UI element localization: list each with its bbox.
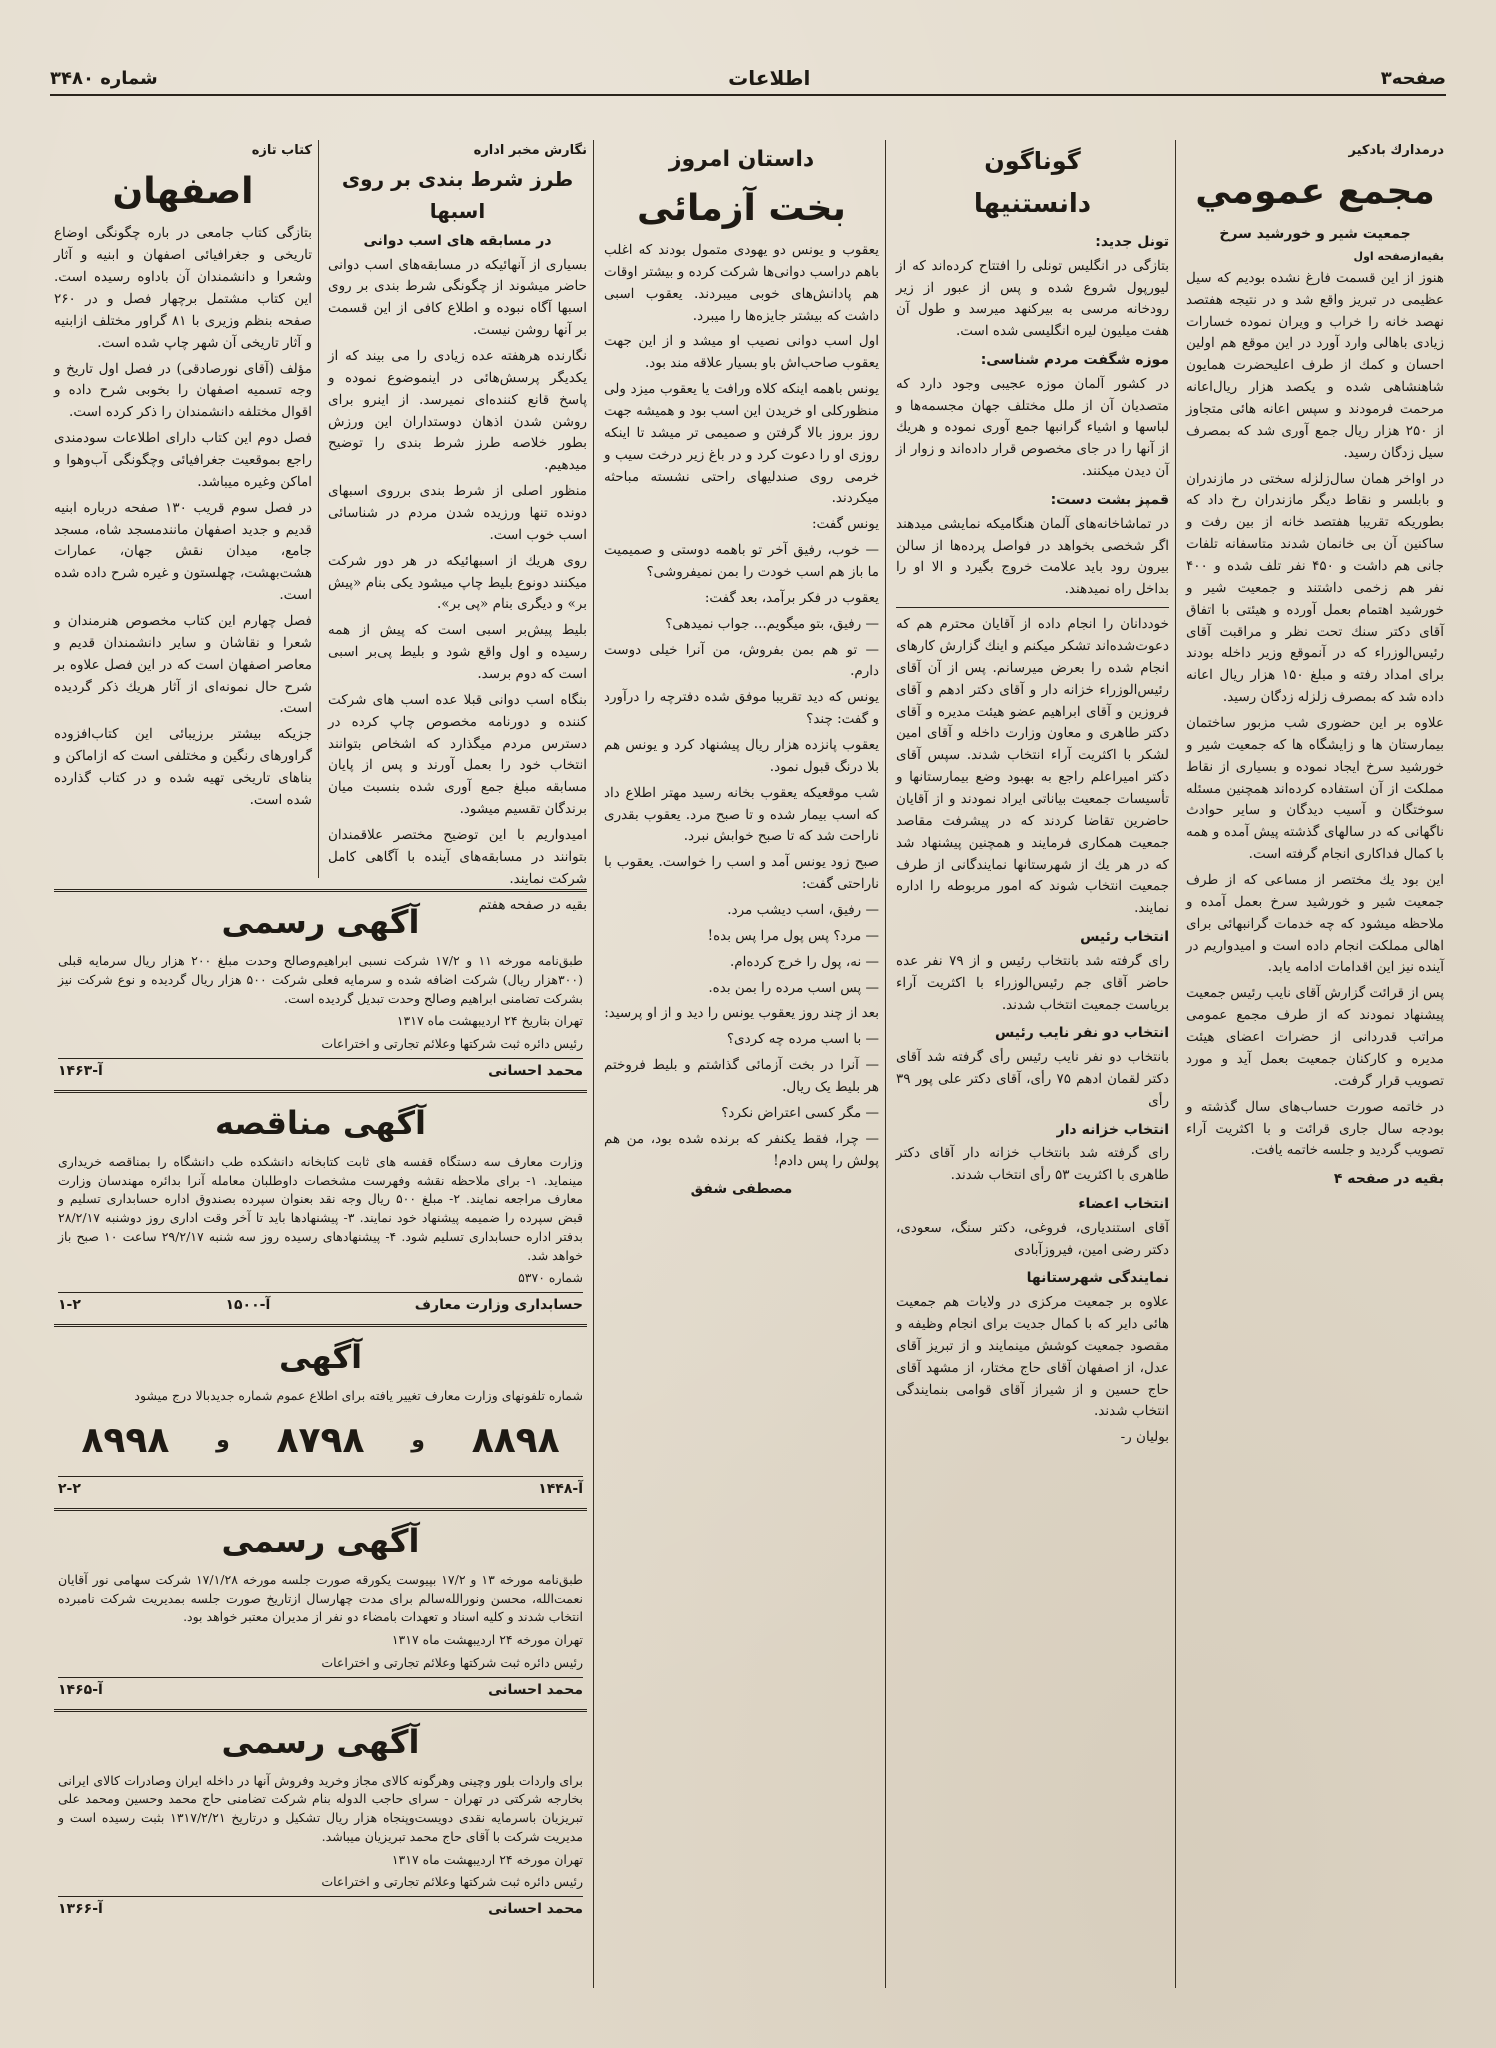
ad-signer: رئیس دائره ثبت شرکتها وعلائم تجارتی و اختراعات [321,1036,583,1051]
column-rule [593,140,594,1988]
article-title: اصفهان [112,171,254,213]
paragraph: — خوب، رفیق آخر تو باهمه دوستی و صمیمیت ما باز هم اسب خودت را بمن نمیفروشی؟ [604,542,879,580]
phone-number: ۸۸۹۸ [471,1419,560,1461]
paragraph: در فصل سوم قریب ۱۳۰ صفحه درباره ابنیه قدیم و جدید اصفهان مانندمسجد شاه، مسجد جامع، میدان نقش جهان، عمارات هشت‌بهشت، چهلستون و غیره شرح داده شده است. [54,499,313,604]
conjunction: و [411,1428,425,1454]
paragraph: علاوه بر این حضوری شب مزبور ساختمان بیمارستان ها و زایشگاه ها که جمعیت شیر و خورشید سرخ ایجاد نموده و بسیاری از نقاط مملکت از آن استفاده کرده‌اند همچنین مسئله سوختگان و آسیب دیدگان و سایر حوادث ناگهانی که در سالهای گذشته پیش آمده و همه با کمال فداکاری انجام گرفته است. [1186,715,1444,863]
paragraph: — مگر کسی اعتراض نکرد؟ [721,1104,879,1121]
paragraph: بتازگی در انگلیس تونلی را افتتاح کرده‌اند که از لیورپول شروع شده و پس از عبور از زیر رودخانه مرسی به بیرکنهد میرسد و طول آن هفت میلیون لیره انگلیسی شده است. [896,257,1169,340]
paragraph: بنگاه اسب دوانی قبلا عده اسب های شرکت کننده و دورنامه مخصوص چاپ کرده در دسترس مردم میگذارد که اشخاص بتوانند انتخاب خود را بعمل آورند و پس از پایان مسابقه مبلغ جمع آوری شده بنسبت میان برندگان تقسیم میشود. [328,691,587,818]
ad-body: برای واردات بلور وچینی وهرگونه کالای مجاز وخرید وفروش آنها در داخله ایران وصادرات کالای ایرانی بخارجه شرکتی در تهران - سرای حاجب الدوله بنام شرکت تضامنی حاج محمد وحسین ومحمد علی تبریزیان باسرمایه نقدی دویست‌وپنجاه هزار ریال تشکیل و درتاریخ ۱۳۱۷/۲/۲۱ بثبت رسیده است و مدیریت شرکت با آقای حاج محمد تبریزیان میباشد. [58,1772,584,1844]
ad-footer [58,1292,583,1316]
subheading: انتخاب خزانه دار [1056,1121,1169,1138]
section-kicker: داستان امروز [668,147,815,172]
subheading: تونل جدید: [1095,233,1169,250]
ad-footer [58,1058,583,1082]
paragraph: — نه، پول را خرج کرده‌ام. [730,953,879,970]
ad-signer-name: حسابداری وزارت معارف [414,1297,583,1313]
ad-title: آگهی رسمی [221,1722,420,1761]
paragraph: امیدواریم با این توضیح مختصر علاقمندان بتوانند در مسابقه‌های آینده با آگاهی کامل شرکت نمایند. [328,826,587,887]
subheading: نمایندگی شهرستانها [1026,1270,1169,1287]
article-subtitle: در مسابقه های اسب دوانی [363,232,552,249]
paragraph: روی هریك از اسبهائیکه در هر دور شرکت میکنند دونوع بلیط چاپ میشود یکی بنام «پیش بر» و دیگری بنام «پی بر». [328,552,587,613]
section-kicker: گوناگون [984,147,1081,175]
article-subtitle: جمعيت شير و خورشيد سرخ [1219,226,1411,243]
subheading: انتخاب رئیس [1080,929,1169,946]
paragraph: یعقوب و یونس دو یهودی متمول بودند که اغلب باهم دراسب دوانی‌ها شرکت کرده و بیشتر اوقات هم پادانش‌های خوبی میبردند. یعقوب اسبی داشت که بیشتر جایزه‌ها را میبرد. [604,241,879,324]
ad-date: تهران مورخه ۲۴ اردیبهشت ماه ۱۳۱۷ [391,1851,583,1867]
ad-tender [54,1090,587,1320]
paragraph: صبح زود یونس آمد و اسب را خواست. یعقوب با ناراحتی گفت: [604,854,879,893]
paragraph: در اواخر همان سال‌زلزله سختی در مازندران و بابلسر و نقاط دیگر مازندران رخ داد که بطوریکه تقریبا هفتصد خانه از بین رفت و ساکنین آن بی خانمان شدند متاسفانه تلفات جانی هم داشت و ۴۵۰ نفر تلف شده و ۴۰۰ نفر هم زخمی داشتند و جمعیت شیر و خورشید اهتمام بعمل آورده و هیئتی با اتفاق آقای دکتر سنك تحت نظر و مراقبت آقای رئیس‌الوزراء که در آنموقع وزیر داخله بودند برای امداد رفته و مبلغ ۱۵۰ هزار ریال اعانه داده شد که بمصرف زلزله زدگان رسید. [1186,470,1444,706]
article-title: مجمع عمومي [1195,171,1435,213]
article-lottery-story [598,140,885,1988]
ad-signer-name: محمد احسانی [488,1901,583,1917]
continued-note: بقيه‌ازصفحه اول [1353,250,1444,264]
ad-number: شماره ۵۳۷۰ [518,1270,583,1286]
paragraph: — تو هم بمن بفروش، من آنرا خیلی دوست دارم. [604,641,879,680]
article-horse-betting [322,140,593,913]
paragraph: یونس باهمه اینکه کلاه ورافت یا یعقوب میزد ولی منظورکلی او خریدن این اسب بود و همیشه جهت روز بروز بالا گرفتن و صمیمی تر میشد تا اینکه روزی او را دعوت کرد و در باغ زیر درخت سیب و خرمی روی صندلیهای راحتی نشسته مباحثه میکردند. [604,381,879,507]
paragraph: یونس گفت: [811,516,879,533]
paragraph: یعقوب در فکر برآمد، بعد گفت: [704,589,879,606]
ad-sequence: ۲-۲ [58,1480,81,1497]
paragraph: جزیکه بیشتر برزیبائی این کتاب‌افزوده گراورهای رنگین و مختلفی است که ازاماکن و بناهای تاریخی تهیه شده و در کتاب گذارده شده است. [54,726,312,808]
paragraph: پس از قرائت گزارش آقای نایب رئیس جمعیت پیشنهاد نمودند که از طرف مجمع عمومی مراتب قدردانی از حضرات اعضای هیئت مدیره و کارکنان جمعیت بعمل آید و مورد تصویب قرار گرفت. [1186,985,1444,1089]
author-signature: مصطفی شفق [690,1181,793,1198]
paragraph: — رفیق، بتو میگویم... جواب نمیدهی؟ [665,615,879,632]
ad-date: تهران مورخه ۲۴ اردیبهشت ماه ۱۳۱۷ [391,1632,583,1647]
subheading: قمپز بشت دست: [1050,492,1169,509]
paragraph: اول اسب دوانی نصیب او میشد و از این جهت یعقوب صاحب‌اش باو بسیار علاقه مند بود. [604,333,879,372]
paragraph: — رفیق، اسب دیشب مرد. [727,902,879,918]
ad-footer [58,1476,583,1500]
phone-numbers [58,1414,583,1468]
ad-title: آگهی رسمی [221,903,420,941]
ad-footer [58,1677,583,1701]
ad-signer-name: محمد احسانی [488,1681,583,1698]
paragraph: — با اسب مرده چه کردی؟ [726,1031,879,1048]
article-public-assembly [1180,140,1450,1988]
divider [896,607,1169,608]
paragraph: آقای استندیاری، فروغی، دکتر سنگ، سعودی، دکتر رضی امین، فیروزآبادی [896,1219,1169,1258]
conjunction: و [216,1428,230,1454]
article-kicker: نگارش مخبر اداره [473,143,587,158]
ad-signer: رئیس دائره ثبت شرکتها وعلائم تجارتی و اختراعات [321,1654,583,1670]
paragraph: یعقوب پانزده هزار ریال پیشنهاد کرد و یونس هم بلا درنگ قبول نمود. [604,736,879,775]
ad-footer [58,1896,583,1920]
subheading: انتخاب اعضاء [1078,1196,1169,1213]
page-number: صفحه۳ [1380,67,1446,89]
paragraph: این بود یك مختصر از مساعی که از طرف جمعیت شیر و خورشید سرخ بعمل آمده و ملاحظه میشود که چه خدمات گرانبهائی برای اهالی مملکت انجام داده است و امیدواریم در آینده نیز این اقدامات ادامه یابد. [1186,872,1444,976]
column-rule [1175,140,1176,1988]
ad-code: آ-۱۴۶۵ [58,1681,103,1698]
ad-sequence: ۱-۲ [58,1297,81,1313]
continued-footer: بقیه در صفحه ۴ [1333,1171,1444,1188]
paragraph: هنوز از این قسمت فارغ نشده بودیم که سیل عظیمی در تبریز واقع شد و در نتیجه هفتصد نهصد خانه را خراب و ویران نموده خسارات زیادی باهالی وارد آورد در این موقع هم اولین احسان و کمك از طرف اعلیحضرت همایون شاهنشاهی شده و یکصد هزار ریال‌اعانه مرحمت فرمودند و سپس اعانه هائی متجاوز از ۲۵۰ هزار ریال جمع آوری شد که بمصرف سیل زدگان رسید. [1186,269,1444,461]
ad-code: آ-۱۴۴۸ [538,1480,583,1497]
article-isfahan-book [48,140,318,878]
ad-phone-numbers [54,1324,587,1504]
ad-body: طبق‌نامه مورخه ۱۱ و ۱۷/۲ شرکت نسبی ابراهیم‌وصالح وحدت مبلغ ۲۰۰ هزار ریال سرمایه قبلی (۳۰۰هزار ریال) شرکت اضافه شده‌ و سرمایه فعلی شرکت ۵۰۰ هزار ریال گردیده و نوع شرکت نیز بشرکت تضامنی ابراهیم وصالح وحدت تبدیل گردیده است. [58,953,583,1006]
paragraph: منظور اصلی از شرط بندی برروی اسبهای دونده تنها ورزیده شدن مردم در شناسائی اسب خوب است. [328,483,587,543]
article-title: بخت آزمائی [637,187,846,229]
phone-number: ۸۹۹۸ [81,1419,170,1461]
article-kicker: کتاب تازه [251,143,312,158]
byline: بولیان ر- [1120,1429,1169,1446]
subheading: انتخاب دو نفر نایب رئیس [994,1025,1169,1042]
paragraph: بعد از چند روز یعقوب یونس را دید و از او پرسید: [604,1005,879,1022]
paragraph: فصل چهارم این کتاب مخصوص هنرمندان و شعرا و نقاشان و سایر دانشمندان قدیم و معاصر اصفهان است که در این فصل علاوه بر شرح حال نمونه‌ای از آثار هریك ذکر گردیده است. [54,612,312,717]
article-kicker: درمدارك بادكير [1348,143,1444,158]
subheading: موزه شگفت مردم شناسی: [980,352,1169,369]
ad-signer-name: محمد احسانی [488,1062,583,1079]
column-rule [885,140,886,1988]
newspaper-name: اطلاعات [728,66,811,90]
ad-body: شماره تلفونهای وزارت معارف تغییر یافته برای اطلاع عموم شماره جدیدبالا درج میشود [134,1388,583,1403]
masthead [50,62,1446,96]
ad-official-1 [54,889,587,1086]
paragraph: — چرا، فقط یکنفر که برنده شده بود، من هم پولش را پس دادم! [604,1130,879,1169]
paragraph: در خاتمه صورت حساب‌های سال گذشته و بودجه سال جاری قرائت و با اکثریت آراء تصویب گردید و جلسه خاتمه یافت. [1186,1098,1444,1159]
ad-signer: رئیس دائره ثبت شرکتها وعلائم تجارتی و اختراعات [321,1874,583,1890]
article-title: طرز شرط بندی بر روی اسبها [341,167,574,224]
ad-code: آ-۱۵۰۰ [225,1297,271,1313]
continued-footer: بقیه در صفحه هفتم [478,896,587,913]
ads-block [48,885,593,1988]
paragraph: بانتخاب دو نفر نایب رئیس رأی گرفته شد آقای دکتر لقمان ادهم ۷۵ رأی، آقای دکتر علی پور ۳۹ رأی [896,1049,1169,1109]
paragraph: رای گرفته شد بانتخاب خزانه دار آقای دکتر طاهری با اکثریت ۵۳ رأی انتخاب شدند. [896,1145,1169,1184]
paragraph: نگارنده هرهفته عده زیادی را می بیند که از یکدیگر پرسش‌هائی در اینموضوع نموده و پاسخ قانع کننده‌ای نمیرسد. از اینرو برای روشن شدن اذهان دوستداران این ورزش بطور خلاصه طرز شرط بندی را توضیح میدهیم. [328,347,587,474]
paragraph: — پس اسب مرده را بمن بده. [708,979,879,996]
paragraph: بسیاری از آنهائیکه در مسابقه‌های اسب دوانی حاضر میشوند از چگونگی شرط بندی بر روی اسبها آگاه نبوده و اطلاع کافی از این قسمت بر آنها روشن نیست. [328,256,587,339]
paragraph: مؤلف (آقای نورصادقی) در فصل اول تاریخ و وجه تسمیه اصفهان را بخوبی شرح داده و اقوال مختلفه دانشمندان را ذکر کرده است. [54,360,312,421]
paragraph: رای گرفته شد بانتخاب رئیس و از ۷۹ نفر عده حاضر آقای جم رئیس‌الوزراء با اکثریت آراء بریاست جمعیت انتخاب شدند. [896,952,1169,1013]
article-miscellany [890,140,1175,1988]
ad-title: آگهی رسمی [221,1521,420,1560]
ad-official-3 [54,1709,587,1925]
ad-title: آگهی مناقصه [215,1103,426,1142]
paragraph: بلیط پیش‌بر اسبی است که پیش از همه رسیده و اول واقع شود و بلیط پی‌بر اسبی است که دوم برسد. [328,622,587,682]
paragraph: بتازگی کتاب جامعی در باره چگونگی اوضاع تاریخی و جغرافیائی اصفهان و ابنیه و آثار وشعرا و دانشمندان آن باداوه رسیده است. این کتاب مشتمل برچهار فصل و در ۲۶۰ صفحه بنظم وزیری با ۸۱ گراور مختلف ازابنیه و آثار تاریخی آن شهر چاپ شده است. [54,225,313,351]
paragraph: در تماشاخانه‌های آلمان هنگامیکه نمایشی میدهند اگر شخصی بخواهد در فواصل پرده‌ها از سالن بیرون رود باید علامت خروج بگیرد و الا او را بداخل راه نمیدهند. [896,515,1169,598]
ad-date: تهران بتاریخ ۲۴ اردیبهشت ماه ۱۳۱۷ [396,1013,583,1029]
article-title: دانستنیها [973,188,1092,219]
paragraph: علاوه بر جمعیت مرکزی در ولایات هم جمعیت هائی دایر که با کمال جدیت برای انجام وظیفه و مقصود جمعیت کوشش مینمایند و از تبریز آقای عدل، از اصفهان آقای حاج مختار، از مشهد آقای حاج حسین و از شیراز آقای قوامی بنمایندگی انتخاب شدند. [896,1294,1169,1420]
ad-body: وزارت معارف سه دستگاه قفسه های ثابت کتابخانه دانشکده طب دانشگاه را بمناقصه خریداری مینماید. ۱- برای ملاحظه نقشه وفهرست مشخصات داوطلبان معامله آنرا بدائره مهندسان وزارت معارف مراجعه نمایند. ۲- مبلغ ۵۰۰ ریال وجه نقد بعنوان سپرده بصندوق اداره حسابداری تسلیم و قبض سپرده را ضمیمه پیشنهاد خود نمایند. ۳- پیشنهادها باید تا آخر وقت اداری روز دوشنبه ۲۸/۲/۱۷ بدفتر اداره حسابداری تسلیم شود. ۴- پیشنهادهای رسیده روز سه شنبه ۲۹/۲/۱۷ ساعت ۱۰ صبح باز خواهد شد. [58,1153,583,1263]
issue-number: شماره ۳۴۸۰ [50,67,158,89]
paragraph: فصل دوم این کتاب دارای اطلاعات سودمندی راجع بموقعیت جغرافیائی وچگونگی آب‌وهوا و اماکن وغیره میباشد. [54,430,312,490]
ad-code: آ-۱۳۶۶ [58,1901,103,1917]
ad-body: طبق‌نامه مورخه ۱۳ و ۱۷/۲ بپیوست یکورقه صورت جلسه مورخه ۱۷/۱/۲۸ شرکت سهامی نور آقایان نعمت‌الله، محسن ونورالله‌سالم برای مدت چهارسال ازتاریخ صورت جلسه بمدیریت شرکت نامبرده انتخاب شدند و کلیه اسناد و تعهدات بامضاء دو نفر از مدیران معتبر خواهد بود. [58,1571,583,1625]
paragraph: در کشور آلمان موزه عجیبی وجود دارد که متصدیان آن از ملل مختلف جهان مجسمه‌ها و لباسها و اشیاء گرانبها جمع آوری نموده و هریك از آنها را در جای مخصوص قرار داده‌اند و زوار از آن دیدن میکنند. [896,375,1169,480]
paragraph: شب موقعیکه یعقوب بخانه رسید مهتر اطلاع داد که اسب بیمار شده و تا صبح مرد. یعقوب بقدری ناراحت شد که تا صبح خوابش نبرد. [604,784,879,845]
paragraph: — آنرا در بخت آزمائی گذاشتم و بلیط فروختم هر بلیط یک ریال. [604,1057,879,1096]
column-rule [318,140,319,878]
ad-code: آ-۱۴۶۳ [58,1062,103,1079]
ad-official-2 [54,1508,587,1705]
phone-number: ۸۷۹۸ [276,1419,365,1461]
ad-title: آگهی [278,1338,363,1376]
paragraph: یونس که دید تقریبا موفق شده دفترچه را درآورد و گفت: چند؟ [604,689,879,728]
paragraph: خوددانان را انجام داده از آقایان محترم هم که دعوت‌شده‌اند تشکر میکنم و اینك گزارش کارهای انجام شده را بعرض میرسانم. پس از آن آقای رئیس‌الوزراء خزانه دار و آقای دکتر ادهم و آقای فروزین و آقای ابراهیم عضو هیئت مدیره و آقای دکتر طاهری و معاون وزارت داخله و آقای امین لشکر با اکثریت آراء انتخاب شدند. سپس آقای دکتر امیراعلم راجع به بهبود وضع بیمارستانها و تأسیسات جمعیت بیاناتی ایراد نمودند و از آقایان حاضرین تقاضا کردند که در پیشرفت مقاصد جمعیت همکاری فرمایند و همچنین پیشنهاد شد که در هر یك از شهرستانها نمایندگانی از طرف جمعیت انتخاب شوند که امور مربوطه را اداره نمایند. [896,616,1169,917]
paragraph: — مرد؟ پس پول مرا پس بده! [707,927,879,944]
